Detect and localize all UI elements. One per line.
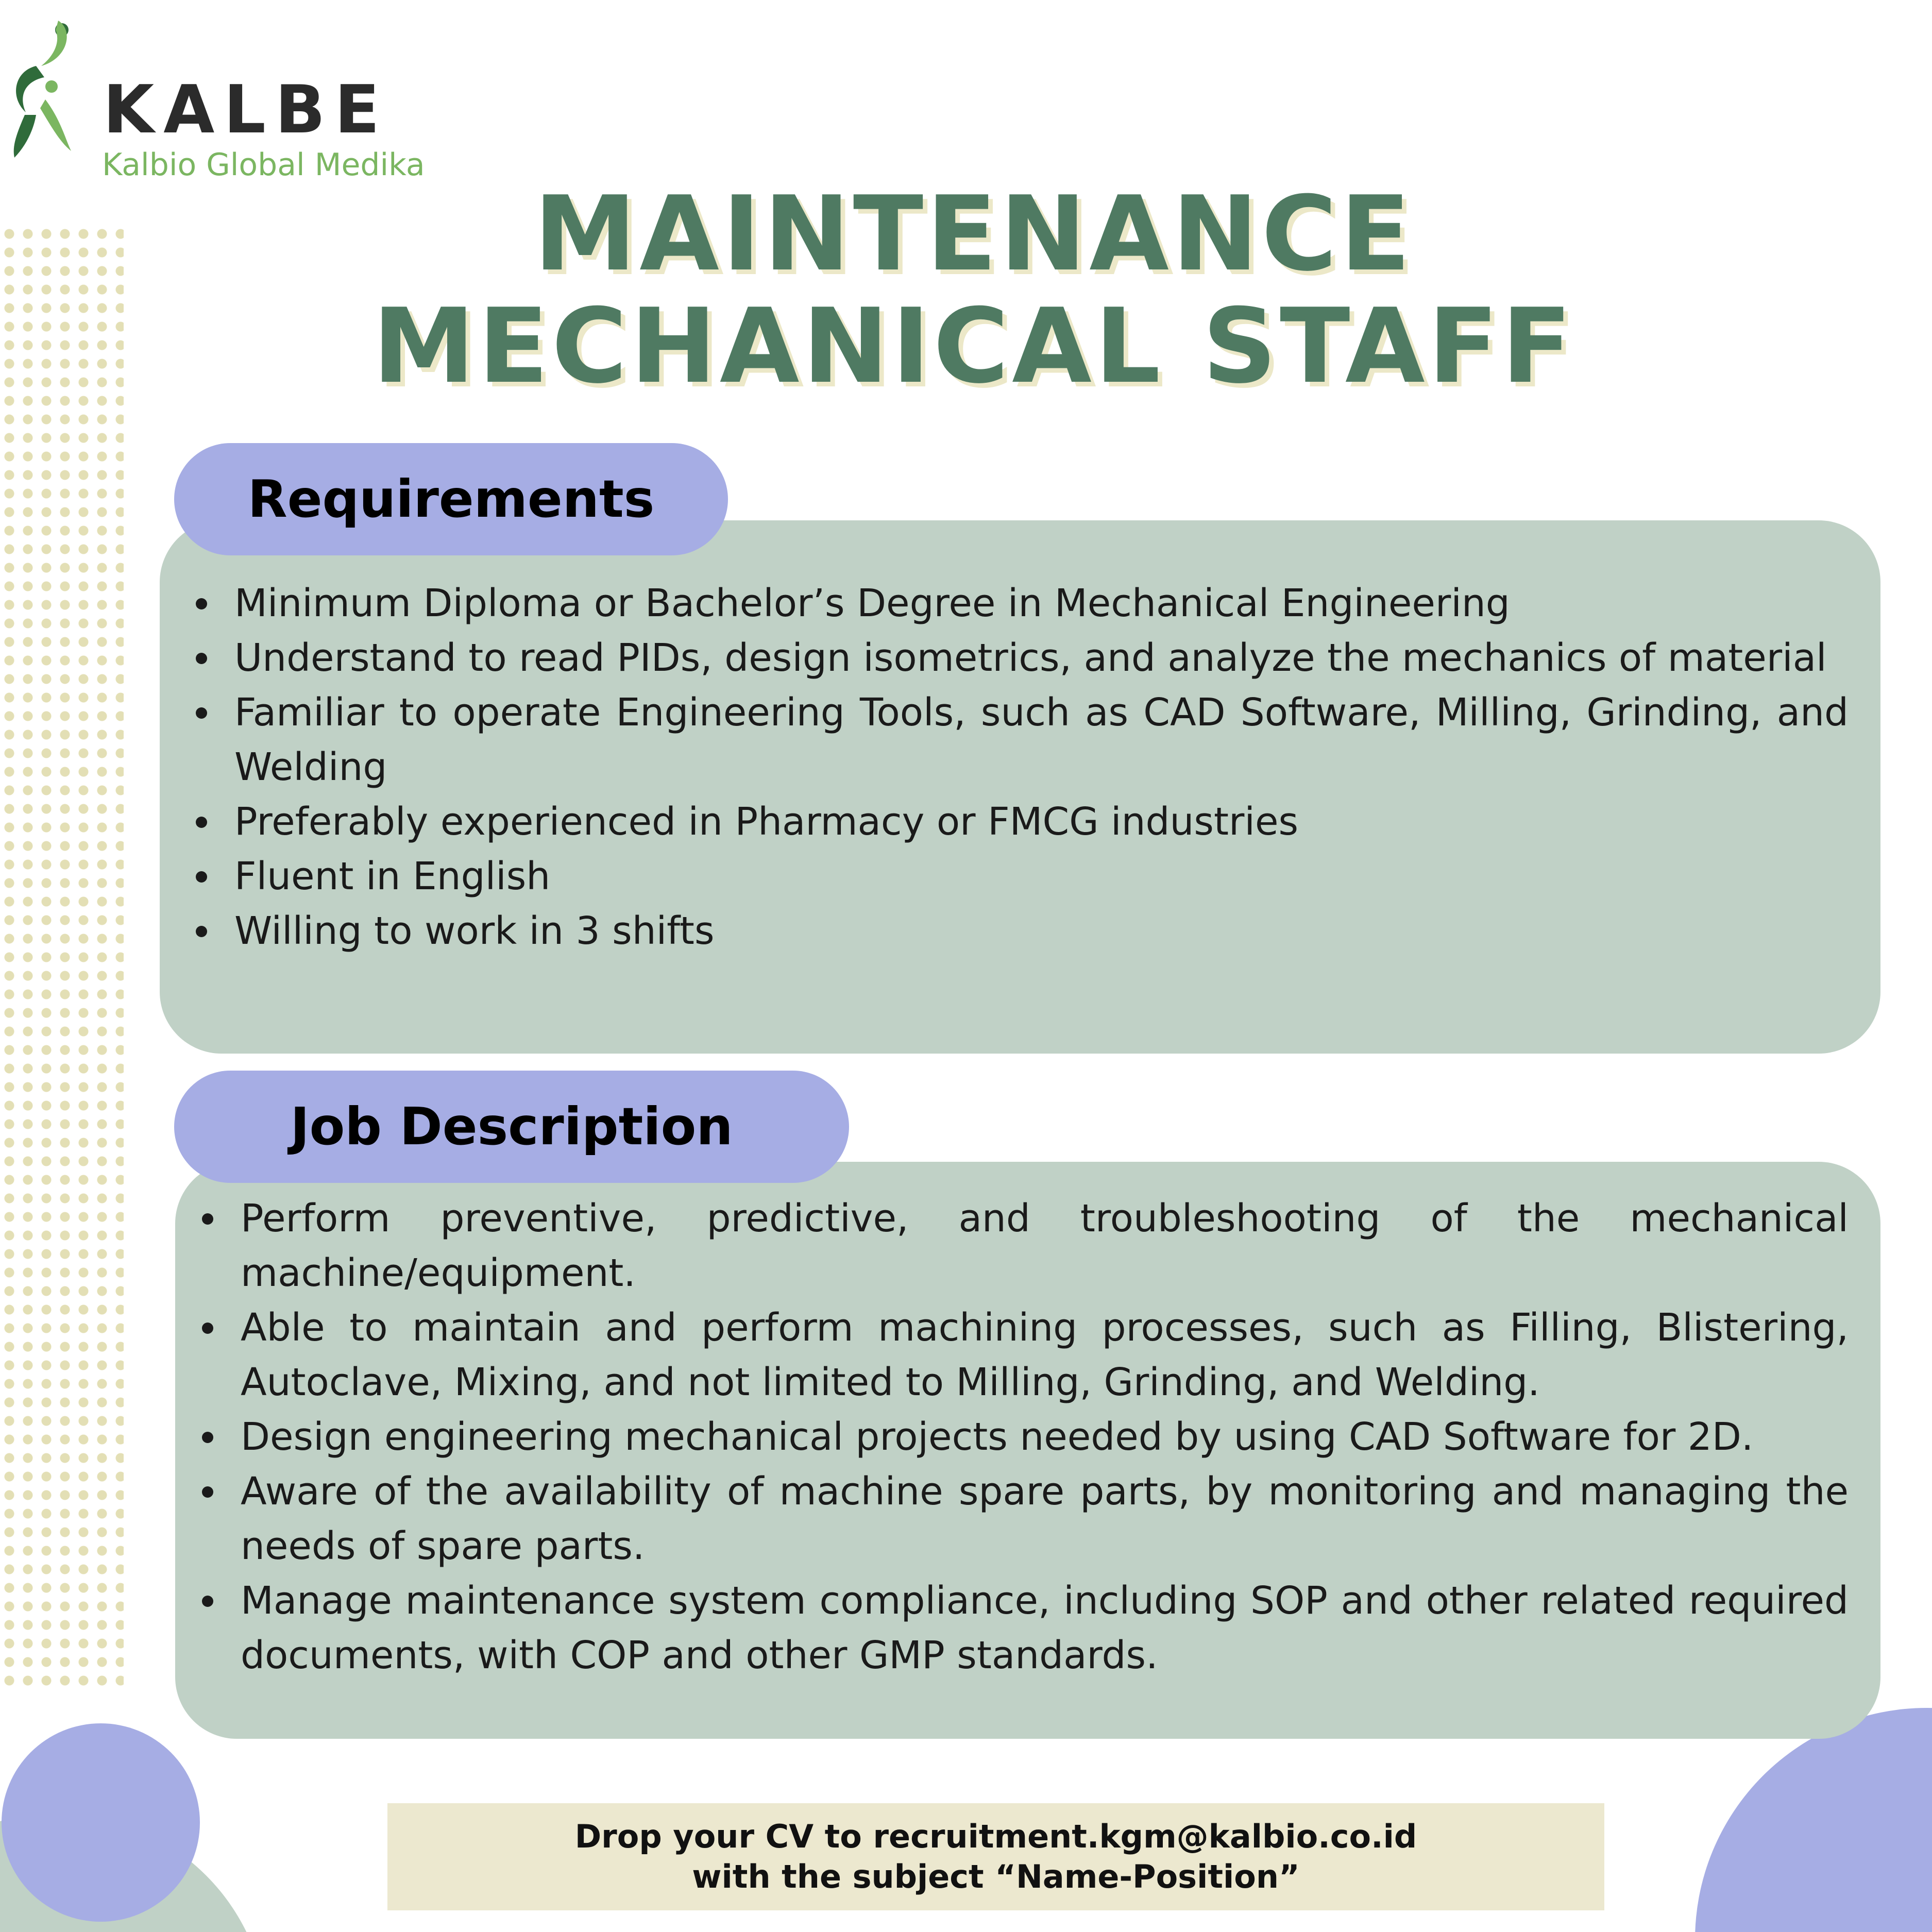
decorative-circle-blue-left <box>2 1723 200 1922</box>
list-item: Fluent in English <box>191 849 1849 904</box>
list-item: Preferably experienced in Pharmacy or FMCG industries <box>191 794 1849 849</box>
list-item: Design engineering mechanical projects needed by using CAD Software for 2D. <box>197 1410 1849 1464</box>
list-item: Perform preventive, predictive, and troubleshooting of the mechanical machine/equipment. <box>197 1191 1849 1300</box>
list-item: Familiar to operate Engineering Tools, such as CAD Software, Milling, Grinding, and Welding <box>191 685 1849 794</box>
title-line-1: MAINTENANCE <box>534 174 1414 294</box>
apply-email-line: Drop your CV to recruitment.kgm@kalbio.co.id <box>574 1818 1417 1855</box>
requirements-list <box>191 576 1849 958</box>
apply-instructions <box>387 1803 1604 1910</box>
list-item: Minimum Diploma or Bachelor’s Degree in Mechanical Engineering <box>191 576 1849 631</box>
requirements-heading: Requirements <box>174 443 728 555</box>
brand-subsidiary: Kalbio Global Medika <box>102 147 425 183</box>
apply-subject-line: with the subject “Name-Position” <box>692 1858 1300 1895</box>
job-description-list <box>197 1191 1849 1683</box>
list-item: Willing to work in 3 shifts <box>191 904 1849 958</box>
list-item: Understand to read PIDs, design isometrics, and analyze the mechanics of material <box>191 631 1849 685</box>
brand-name: KALBE <box>103 72 389 148</box>
job-description-heading: Job Description <box>174 1071 849 1183</box>
title-line-2: MECHANICAL STAFF <box>372 286 1575 406</box>
kalbe-logo-icon <box>4 9 81 159</box>
decorative-circle-blue-right <box>1695 1708 1932 1932</box>
list-item: Aware of the availability of machine spare parts, by monitoring and managing the needs of spare parts. <box>197 1464 1849 1573</box>
list-item: Manage maintenance system compliance, including SOP and other related required documents, with COP and other GMP standards. <box>197 1573 1849 1683</box>
list-item: Able to maintain and perform machining processes, such as Filling, Blistering, Autoclave, Mixing, and not limited to Milling, Grinding, and Welding. <box>197 1300 1849 1410</box>
dotted-pattern-decoration <box>0 225 124 1688</box>
